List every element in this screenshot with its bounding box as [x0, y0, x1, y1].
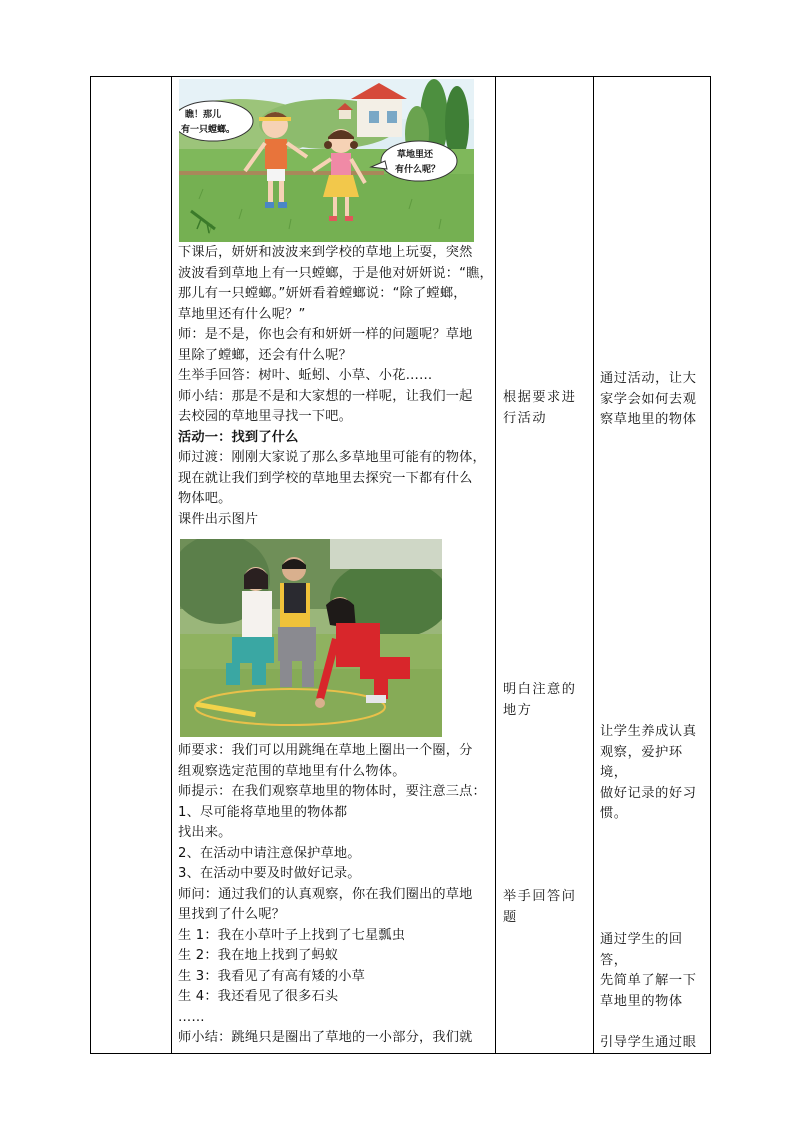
- text-line: 生 4：我还看见了很多石头: [178, 989, 339, 1004]
- student-activity-2: [503, 680, 587, 721]
- column-divider-1: [171, 76, 172, 1054]
- text-line: 地方: [503, 702, 533, 718]
- bubble-right-line-1: 草地里还: [397, 150, 434, 160]
- text-line: 引导学生通过眼: [600, 1035, 697, 1050]
- text-line: 根据要求进: [503, 390, 577, 405]
- text-line: 家学会如何去观: [600, 391, 697, 407]
- text-line: 生 2：我在地上找到了蚂蚁: [178, 948, 339, 963]
- text-line: 惯。: [600, 806, 628, 821]
- text-line: 去校园的草地里寻找一下吧。: [178, 409, 353, 424]
- bubble-right-line-2: 有什么呢？: [395, 165, 441, 175]
- text-line: 先简单了解一下: [600, 973, 697, 988]
- text-line: 组观察选定范围的草地里有什么物体。: [178, 763, 406, 779]
- design-intent-4: [600, 1033, 706, 1054]
- text-line: 让学生养成认真: [600, 724, 697, 739]
- text-line: 生 3：我看见了有高有矮的小草: [178, 968, 366, 984]
- activity-heading: 活动一：找到了什么: [178, 429, 299, 445]
- students-photo: [180, 539, 442, 737]
- design-intent-2: [600, 722, 706, 825]
- design-intent-1: [600, 369, 706, 431]
- text-line: 师小结：那是不是和大家想的一样呢，让我们一起: [178, 388, 473, 404]
- text-line: 师：是不是，你也会有和妍妍一样的问题呢？草地: [178, 327, 473, 342]
- main-content-block-1: [178, 243, 492, 530]
- text-line: 3、在活动中要及时做好记录。: [178, 866, 361, 881]
- text-line: 师问：通过我们的认真观察，你在我们圈出的草地: [178, 886, 473, 902]
- text-line: 草地里的物体: [600, 993, 683, 1009]
- student-activity-3: [503, 887, 587, 928]
- text-line: 里除了螳螂，还会有什么呢？: [178, 347, 353, 363]
- text-line: 2、在活动中请注意保护草地。: [178, 845, 361, 861]
- text-line: 生 1：我在小草叶子上找到了七星瓢虫: [178, 927, 406, 943]
- text-line: 那儿有一只螳螂。”妍妍看着螳螂说：“除了螳螂，: [178, 286, 467, 301]
- text-line: 师要求：我们可以用跳绳在草地上圈出一个圈，分: [178, 743, 473, 758]
- text-line: 举手回答问: [503, 889, 577, 904]
- table-top-border: [90, 76, 711, 77]
- text-line: 物体吧。: [178, 491, 232, 506]
- text-line: 下课后，妍妍和波波来到学校的草地上玩耍，突然: [178, 245, 473, 260]
- column-divider-3: [593, 76, 594, 1054]
- text-line: 明白注意的: [503, 682, 577, 697]
- text-line: 1、尽可能将草地里的物体都: [178, 804, 348, 820]
- main-content-block-2: [178, 741, 492, 1049]
- text-line: 里找到了什么呢？: [178, 907, 286, 922]
- text-line: 观察，爱护环境，: [600, 744, 683, 780]
- table-right-border: [710, 76, 711, 1054]
- bubble-left-line-1: 瞧！那儿: [185, 110, 222, 120]
- text-line: 题: [503, 909, 518, 925]
- text-line: 师小结：跳绳只是圈出了草地的一小部分，我们就: [178, 1030, 473, 1045]
- text-line: 找出来。: [178, 825, 232, 840]
- column-divider-2: [495, 76, 496, 1054]
- cartoon-illustration: [179, 79, 474, 242]
- bubble-left-line-2: 有一只螳螂。: [181, 125, 236, 135]
- text-line: 师提示：在我们观察草地里的物体时，要注意三点：: [178, 784, 486, 799]
- text-line: 课件出示图片: [178, 511, 259, 527]
- table-left-border: [90, 76, 91, 1054]
- text-line: 波波看到草地上有一只螳螂，于是他对妍妍说：“瞧，: [178, 265, 493, 281]
- text-line: 行活动: [503, 410, 548, 426]
- text-line: 做好记录的好习: [600, 785, 697, 801]
- text-line: 师过渡：刚刚大家说了那么多草地里可能有的物体，: [178, 450, 486, 465]
- text-line: 现在就让我们到学校的草地里去探究一下都有什么: [178, 470, 473, 486]
- text-line: ……: [178, 1009, 205, 1025]
- design-intent-3: [600, 930, 706, 1012]
- text-line: 通过活动，让大: [600, 371, 697, 386]
- text-line: 草地里还有什么呢？”: [178, 306, 306, 322]
- text-line: 察草地里的物体: [600, 412, 697, 427]
- text-line: 生举手回答：树叶、蚯蚓、小草、小花……: [178, 368, 433, 383]
- student-activity-1: [503, 388, 587, 429]
- text-line: 通过学生的回答，: [600, 932, 683, 968]
